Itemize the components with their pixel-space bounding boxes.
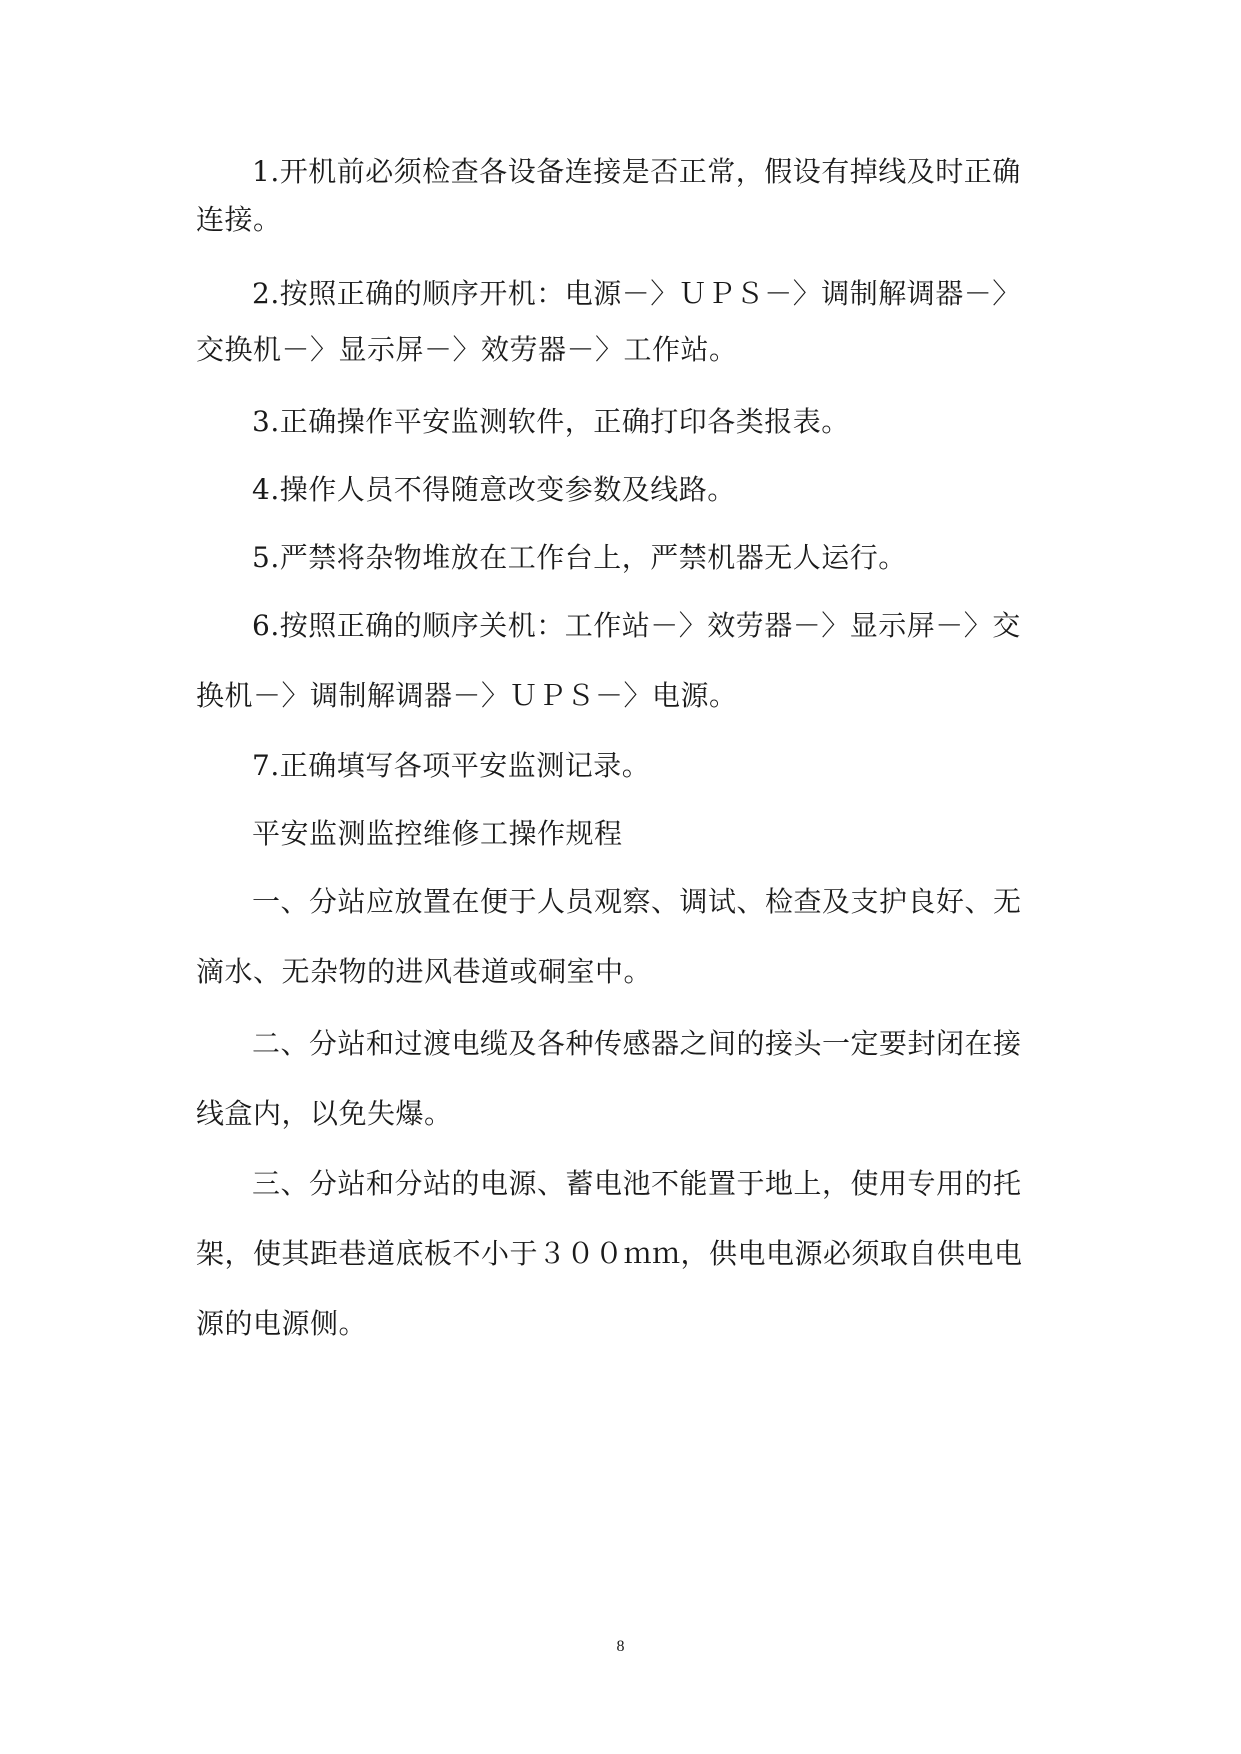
text-line: 线盒内，以免失爆。	[196, 1097, 453, 1130]
text-line: 2.按照正确的顺序开机：电源－〉ＵＰＳ－〉调制解调器－〉	[252, 277, 1021, 310]
text-line: 1.开机前必须检查各设备连接是否正常，假设有掉线及时正确	[252, 155, 1021, 188]
text-line: 6.按照正确的顺序关机：工作站－〉效劳器－〉显示屏－〉交	[252, 609, 1021, 642]
text-line: 4.操作人员不得随意改变参数及线路。	[252, 473, 736, 506]
text-line: 连接。	[196, 203, 282, 236]
page-number: 8	[616, 1638, 625, 1655]
text-line: 架，使其距巷道底板不小于３００ｍｍ，供电电源必须取自供电电	[196, 1237, 1023, 1270]
text-line: 源的电源侧。	[196, 1307, 368, 1340]
text-line: 3.正确操作平安监测软件，正确打印各类报表。	[252, 405, 850, 438]
text-line: 换机－〉调制解调器－〉ＵＰＳ－〉电源。	[196, 679, 738, 712]
text-line: 一、分站应放置在便于人员观察、调试、检查及支护良好、无	[252, 885, 1022, 918]
text-line: 滴水、无杂物的进风巷道或硐室中。	[196, 955, 653, 988]
text-line: 7.正确填写各项平安监测记录。	[252, 749, 651, 782]
section-title: 平安监测监控维修工操作规程	[252, 817, 623, 850]
text-line: 交换机－〉显示屏－〉效劳器－〉工作站。	[196, 333, 738, 366]
text-line: 三、分站和分站的电源、蓄电池不能置于地上，使用专用的托	[252, 1167, 1022, 1200]
text-line: 5.严禁将杂物堆放在工作台上，严禁机器无人运行。	[252, 541, 907, 574]
text-line: 二、分站和过渡电缆及各种传感器之间的接头一定要封闭在接	[252, 1027, 1022, 1060]
